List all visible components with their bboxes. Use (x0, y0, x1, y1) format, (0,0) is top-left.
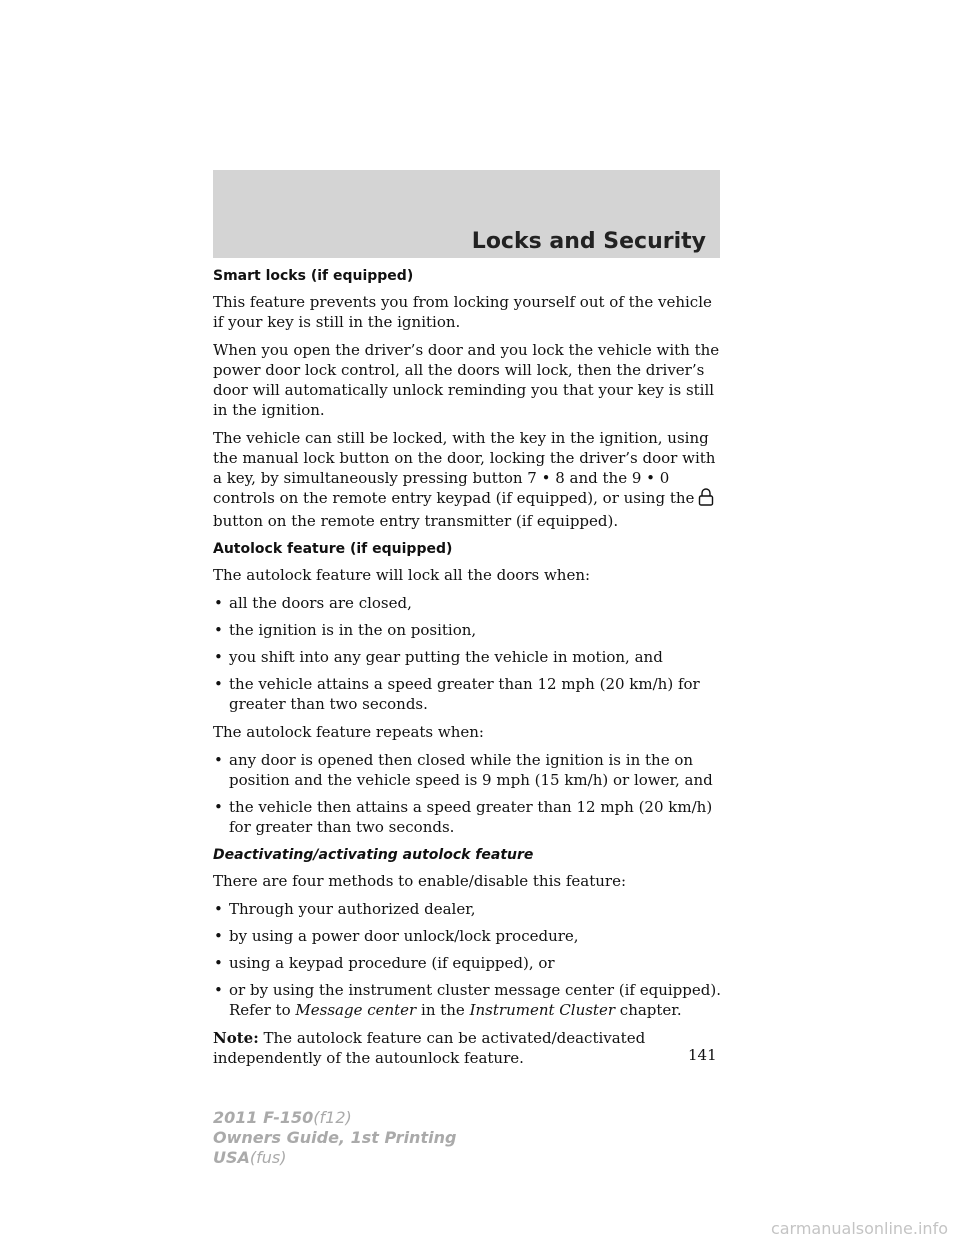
bullet-dot: • (214, 900, 223, 918)
list-item: • the ignition is in the on position, (214, 621, 477, 639)
print-footer (213, 1108, 456, 1168)
smart-locks-paragraph-1: This feature prevents you from locking yourself out of the vehicle if your key is still in the ignition. (213, 293, 712, 331)
list-item: • any door is opened then closed while the ignition is in the on position and the vehicle speed is 9 mph (15 km/h) or lower, and (214, 751, 713, 789)
instrument-cluster-reference: Instrument Cluster (469, 1001, 616, 1019)
list-item: • Through your authorized dealer, (214, 900, 476, 918)
bullet-dot: • (214, 954, 223, 972)
list-item: • using a keypad procedure (if equipped), or (214, 954, 555, 972)
lock-icon (698, 488, 714, 511)
paragraph-3-text-before-icon: The vehicle can still be locked, with the key in the ignition, using the manual lock button on the door, locking the driver’s door with a key, by simultaneously pressing button 7 • 8 and the 9 • 0 controls on the remote entry keypad (if equipped), or using the (213, 429, 716, 507)
note-text: The autolock feature can be activated/deactivated independently of the autounlock feature. (213, 1029, 646, 1067)
message-center-reference: Message center (295, 1001, 417, 1019)
footer-line-2: Owners Guide, 1st Printing (213, 1128, 457, 1147)
methods-list (213, 899, 723, 1020)
list-item: • the vehicle then attains a speed greater than 12 mph (20 km/h) for greater than two seconds. (214, 798, 713, 836)
page-content (213, 266, 723, 1076)
footer-line-3: USA(fus) (213, 1148, 287, 1167)
note-paragraph (213, 1028, 723, 1068)
autolock-intro: The autolock feature will lock all the doors when: (213, 566, 591, 584)
bullet-dot: • (214, 798, 223, 816)
footer-line-1: 2011 F-150(f12) (213, 1108, 352, 1127)
list-item: • all the doors are closed, (214, 594, 412, 612)
autolock-repeat-conditions-list (213, 750, 723, 837)
bullet-dot: • (214, 927, 223, 945)
watermark: carmanualsonline.info (770, 1219, 948, 1238)
autolock-repeats-intro: The autolock feature repeats when: (213, 723, 484, 741)
list-item: • or by using the instrument cluster message center (if equipped). Refer to Message center in the Instrument Cluster chapter. (214, 981, 721, 1019)
list-item: • you shift into any gear putting the vehicle in motion, and (214, 648, 663, 666)
bullet-dot: • (214, 675, 223, 693)
section-title: Locks and Security (471, 229, 706, 254)
bullet-dot: • (214, 648, 223, 666)
smart-locks-paragraph-3 (213, 428, 723, 531)
list-item: • by using a power door unlock/lock procedure, (214, 927, 579, 945)
note-label: Note: (213, 1029, 259, 1047)
section-header-band (213, 170, 720, 258)
bullet-dot: • (214, 621, 223, 639)
page-number: 141 (688, 1046, 717, 1064)
bullet-dot: • (214, 981, 223, 999)
list-item: • the vehicle attains a speed greater than 12 mph (20 km/h) for greater than two seconds. (214, 675, 700, 713)
deactivating-heading: Deactivating/activating autolock feature (213, 847, 534, 863)
bullet-dot: • (214, 594, 223, 612)
smart-locks-paragraph-2: When you open the driver’s door and you lock the vehicle with the power door lock control, all the doors will lock, then the driver’s door will automatically unlock reminding you that your key is still in the ignition. (213, 341, 720, 419)
paragraph-3-text-after-icon: button on the remote entry transmitter (if equipped). (213, 512, 619, 530)
smart-locks-heading: Smart locks (if equipped) (213, 268, 414, 284)
bullet-dot: • (214, 751, 223, 769)
autolock-conditions-list (213, 593, 723, 714)
autolock-heading: Autolock feature (if equipped) (213, 541, 453, 557)
deactivating-intro: There are four methods to enable/disable this feature: (213, 872, 627, 890)
